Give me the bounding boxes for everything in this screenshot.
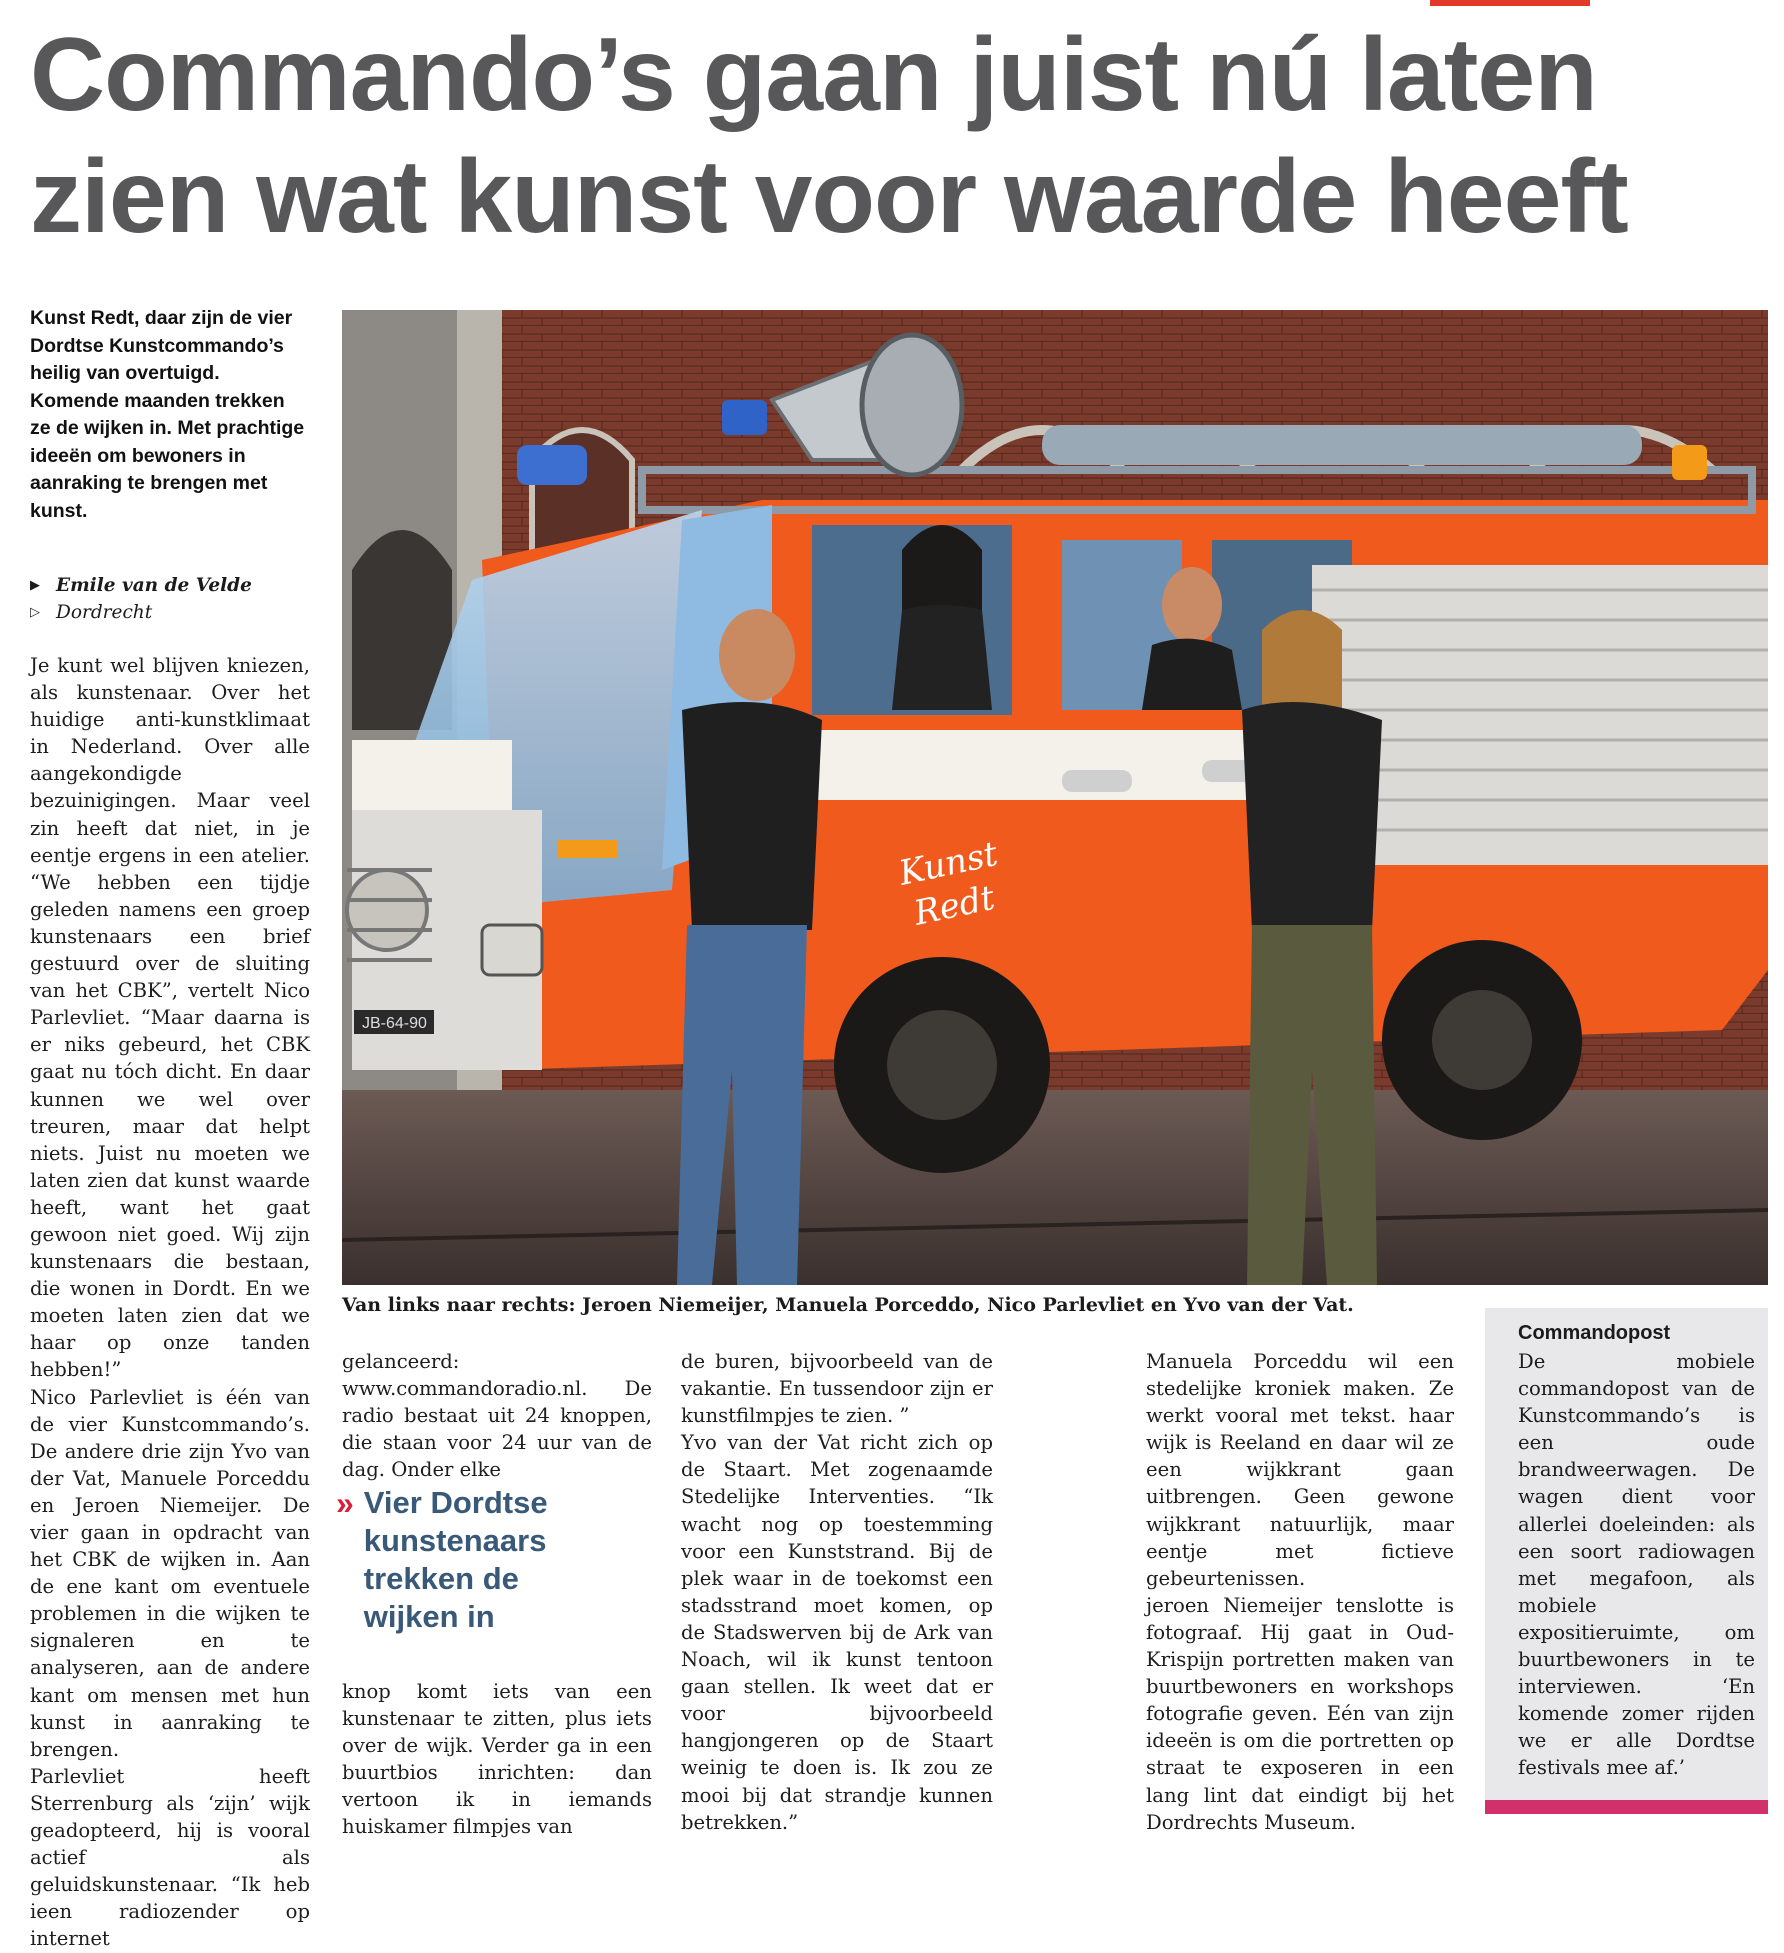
col4-paragraph-1: Manuela Porceddu wil een stedelijke kroniek maken. Ze werkt vooral met tekst. haar wijk is Reeland en daar wil ze een wijkkrant gaan uitbrengen. Geen gewone wijkkrant natuurlijk, maar eentje met fictieve gebeurtenissen. [1146,1350,1454,1590]
col3-paragraph-2: Yvo van der Vat richt zich op de Staart. Met zogenaamde Stedelijke Interventies. “Ik wacht nog op toestemming voor een Kunststrand. Bij de plek waar in de toekomst een stadsstrand moet komen, op de Stadswerven bij de Ark van Noach, wil ik kunst tentoon gaan stellen. Ik weet dat er voor bijvoorbeeld hangjongeren op de Staart weinig te doen is. Ik zou ze mooi bij dat strandje kunnen betrekken.” [681,1431,993,1834]
col4-paragraph-2: jeroen Niemeijer tenslotte is fotograaf. Hij gaat in Oud-Krispijn portretten maken van buurtbewoners en workshops fotografie geven. Eén van zijn ideeën is om die portretten op straat te exposeren in een lang lint dat eindigt bij het Dordrechts Museum. [1146,1593,1454,1834]
byline-place: Dordrecht [56,602,153,623]
column-1 [30,652,310,1953]
sidebar-title: Commandopost [1518,1322,1671,1344]
pull-quote [336,1484,596,1636]
byline-author: Emile van de Velde [56,575,252,596]
col2-paragraph-top: gelanceerd: www.commandoradio.nl. De radio bestaat uit 24 knoppen, die staan voor 24 uur van de dag. Onder elke [342,1350,652,1482]
byline [30,572,252,626]
column-4 [1146,1348,1454,1836]
person-manuela [892,525,992,710]
col1-paragraph-3: Parlevliet heeft Sterrenburg als ‘zijn’ wijk geadopteerd, hij is vooral actief als geluidskunstenaar. “Ik heb ieen radiozender op internet [30,1764,310,1951]
door-logo-kunst: Kunst [895,833,1002,894]
place-arrow-icon: ▷ [30,605,40,620]
photo-caption: Van links naar rechts: Jeroen Niemeijer, Manuela Porceddo, Nico Parlevliet en Yvo van der Vat. [342,1294,1354,1316]
col3-paragraph-1: de buren, bijvoorbeeld van de vakantie. En tussendoor zijn er kunstfilmpjes te zien. ” [681,1350,993,1428]
section-marker [1430,0,1590,6]
article-photo [342,310,1768,1285]
pull-quote-text: Vier Dordtse kunstenaars trekken de wijken in [363,1485,548,1634]
column-3 [681,1348,993,1836]
col2-paragraph-bottom: knop komt iets van een kunstenaar te zitten, plus iets over de wijk. Verder ga in een buurtbios inrichten: dan vertoon ik in iemands huiskamer filmpjes van [342,1680,652,1839]
door-logo-redt: Redt [910,877,999,934]
lead-paragraph: Kunst Redt, daar zijn de vier Dordtse Kunstcommando’s heilig van overtuigd. Komende maanden trekken ze de wijken in. Met prachtige ideeën om bewoners in aanraking te brengen met kunst. [30,307,305,522]
col1-paragraph-1: Je kunt wel blijven kniezen, als kunstenaar. Over het huidige anti-kunstklimaat in Nederland. Over alle aangekondigde bezuinigingen. Maar veel zin heeft dat niet, in je eentje ergens in een atelier. “We hebben een tijdje geleden namens een groep kunstenaars een brief gestuurd over de sluiting van het CBK”, vertelt Nico Parlevliet. “Maar daarna is er niks gebeurd, het CBK gaat nu tóch dicht. En daar kunnen we wel over treuren, maar dat helpt niets. Juist nu moeten we laten zien dat kunst waarde heeft, want het gaat gewoon niet goed. Wij zijn kunstenaars die bestaan, die wonen in Dordt. En we moeten laten zien dat we haar op onze tanden hebben!” [30,654,310,1382]
column-2-bottom [342,1678,652,1841]
headline: Commando’s gaan juist nú laten zien wat kunst voor waarde heeft [30,17,1628,255]
sidebar-commandopost [1485,1308,1768,1814]
sidebar-text: De mobiele commandopost van de Kunstcommando’s is een oude brandweerwagen. De wagen dient voor allerlei doeleinden: als een soort radiowagen met megafoon, als mobiele expositieruimte, om buurtbewoners in te interviewen. ‘En komende zomer rijden we er alle Dordtse festivals mee af.’ [1518,1350,1755,1780]
sidebar-accent-bar [1485,1800,1768,1814]
author-arrow-icon: ▶ [30,578,40,593]
col1-paragraph-2: Nico Parlevliet is één van de vier Kunstcommando’s. De andere drie zijn Yvo van der Vat, Manuele Porceddu en Jeroen Niemeijer. De vier gaan in opdracht van het CBK de wijken in. Aan de ene kant om eventuele problemen in die wijken te signaleren en te analyseren, aan de andere kant om mensen met hun kunst in aanraking te brengen. [30,1385,310,1761]
column-2-top [342,1348,652,1483]
pull-quote-mark: » [336,1485,354,1521]
license-plate: JB-64-90 [362,1015,427,1032]
